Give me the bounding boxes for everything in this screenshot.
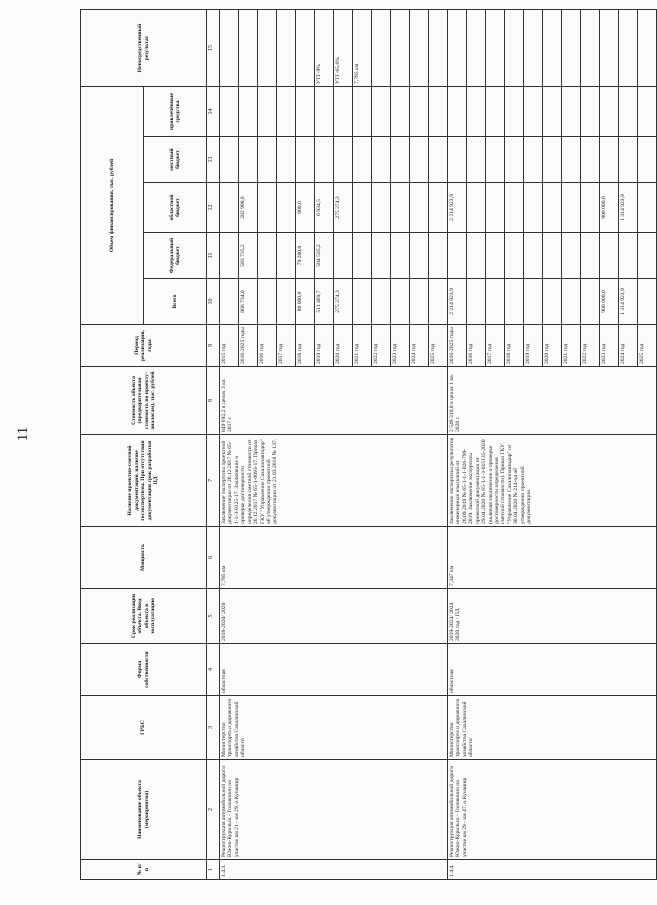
period-cell: 2020 год bbox=[543, 325, 562, 367]
local-cell bbox=[524, 137, 543, 183]
total-cell bbox=[258, 279, 277, 325]
federal-cell bbox=[562, 233, 581, 279]
period-cell: 2021 год bbox=[353, 325, 372, 367]
federal-cell bbox=[277, 233, 296, 279]
header-attracted: привлечённые средства bbox=[144, 87, 207, 137]
header-total: Всего bbox=[144, 279, 207, 325]
investment-table bbox=[80, 9, 657, 880]
period-cell: 2019 год bbox=[315, 325, 334, 367]
result-cell: 7,785 км bbox=[353, 10, 372, 87]
result-cell bbox=[505, 10, 524, 87]
table-row bbox=[448, 10, 467, 880]
regional-cell bbox=[486, 183, 505, 233]
result-cell bbox=[581, 10, 600, 87]
regional-cell bbox=[277, 183, 296, 233]
attracted-cell bbox=[562, 87, 581, 137]
period-cell: 2016-2025 годы bbox=[239, 325, 258, 367]
result-cell bbox=[239, 10, 258, 87]
period-cell: 2024 год bbox=[410, 325, 429, 367]
period-cell: 2017 год bbox=[486, 325, 505, 367]
header-capacity: Мощность bbox=[81, 527, 207, 589]
local-cell bbox=[543, 137, 562, 183]
total-cell: 900 000,0 bbox=[600, 279, 619, 325]
federal-cell bbox=[505, 233, 524, 279]
federal-cell bbox=[220, 233, 239, 279]
local-cell bbox=[258, 137, 277, 183]
header-documentation: Наличие проектно-сметной документации, наличие госэкспертизы. При отсутствии документации срок разработки ПД bbox=[81, 435, 207, 527]
regional-cell bbox=[429, 183, 448, 233]
regional-cell bbox=[505, 183, 524, 233]
total-cell bbox=[486, 279, 505, 325]
result-cell bbox=[619, 10, 638, 87]
local-cell bbox=[429, 137, 448, 183]
column-number: 7 bbox=[207, 435, 220, 527]
total-cell: 80 000,0 bbox=[296, 279, 315, 325]
attracted-cell bbox=[524, 87, 543, 137]
period-cell: 2017 год bbox=[277, 325, 296, 367]
object-documentation: Заключение экспертизы проектной документации от 26.12.2017 № 65-1-1-3-0125-17. Заключение о проверке достоверности определения сметной стоимости от 26.12.2017 № 65-1-0093-17. Приказ ГКУ "Управление Сахалинавтодор" об утверждении проектной документации от 21.03.2018 № 137. bbox=[220, 435, 448, 527]
total-cell bbox=[562, 279, 581, 325]
period-cell: 2020 год bbox=[334, 325, 353, 367]
local-cell bbox=[410, 137, 429, 183]
federal-cell bbox=[543, 233, 562, 279]
header-result: Непосредственный результат bbox=[81, 10, 207, 87]
regional-cell: 6 934,5 bbox=[315, 183, 334, 233]
object-term: 2018-2020/ 2020 bbox=[220, 589, 448, 644]
column-number: 11 bbox=[207, 233, 220, 279]
federal-cell bbox=[372, 233, 391, 279]
result-cell bbox=[429, 10, 448, 87]
local-cell bbox=[638, 137, 657, 183]
result-cell bbox=[372, 10, 391, 87]
attracted-cell bbox=[220, 87, 239, 137]
regional-cell bbox=[410, 183, 429, 233]
attracted-cell bbox=[410, 87, 429, 137]
regional-cell bbox=[524, 183, 543, 233]
column-number: 9 bbox=[207, 325, 220, 367]
object-name: Реконструкция автомобильной дороги Южно-Курильск - Головнино на участке км 21 - км 29, о.Кунашир bbox=[220, 760, 448, 860]
federal-cell bbox=[524, 233, 543, 279]
total-cell: 1 314 923,9 bbox=[619, 279, 638, 325]
column-number: 4 bbox=[207, 644, 220, 696]
result-cell bbox=[296, 10, 315, 87]
column-number: 12 bbox=[207, 183, 220, 233]
attracted-cell bbox=[448, 87, 467, 137]
period-cell: 2022 год bbox=[581, 325, 600, 367]
attracted-cell bbox=[258, 87, 277, 137]
result-cell: УТГ-9% bbox=[315, 10, 334, 87]
local-cell bbox=[296, 137, 315, 183]
period-cell: 2019 год bbox=[524, 325, 543, 367]
header-local: местный бюджет bbox=[144, 137, 207, 183]
header-period: Период реализации, годы bbox=[81, 325, 207, 367]
object-cost: 849 692,2 в ценах 3 кв. 2017 г. bbox=[220, 367, 448, 435]
total-cell bbox=[410, 279, 429, 325]
attracted-cell bbox=[391, 87, 410, 137]
regional-cell bbox=[543, 183, 562, 233]
column-number-row bbox=[207, 10, 220, 880]
object-documentation: Заключение экспертизы результатов инженерных изысканий от 26.09.2019 № 65-1-1-1-026-799-2019. Заключение экспертизы проектной документации от 29.04.2020 № 65-1-1-3-015135-2020 (включая заключение о проверке достоверности определения сметной стоимости). Приказ ГКУ "Управление Сахалинавтодор" от 30.04.2020 № 214-од об утверждении проектной документации. bbox=[448, 435, 657, 527]
local-cell bbox=[486, 137, 505, 183]
result-cell bbox=[258, 10, 277, 87]
period-cell: 2023 год bbox=[600, 325, 619, 367]
column-number: 1 bbox=[207, 860, 220, 880]
header-term: Срок реализации объекта. Ввод объекта в эксплуатацию bbox=[81, 589, 207, 644]
attracted-cell bbox=[334, 87, 353, 137]
total-cell: 2 214 923,9 bbox=[448, 279, 467, 325]
regional-cell bbox=[581, 183, 600, 233]
total-cell bbox=[277, 279, 296, 325]
object-number: 1.4.4. bbox=[448, 860, 657, 880]
federal-cell bbox=[391, 233, 410, 279]
object-capacity: 7,785 км bbox=[220, 527, 448, 589]
page-number: 11 bbox=[15, 426, 31, 442]
object-name: Реконструкция автомобильной дороги Южно-Курильск - Головнино на участке км 29 - км 47, о.Кунашир bbox=[448, 760, 657, 860]
regional-cell bbox=[258, 183, 277, 233]
attracted-cell bbox=[239, 87, 258, 137]
federal-cell: 79 200,0 bbox=[296, 233, 315, 279]
result-cell bbox=[562, 10, 581, 87]
local-cell bbox=[448, 137, 467, 183]
local-cell bbox=[467, 137, 486, 183]
local-cell bbox=[619, 137, 638, 183]
period-cell: 2022 год bbox=[372, 325, 391, 367]
table-row bbox=[220, 10, 239, 880]
total-cell bbox=[429, 279, 448, 325]
local-cell bbox=[239, 137, 258, 183]
result-cell bbox=[486, 10, 505, 87]
local-cell bbox=[277, 137, 296, 183]
header-regional: областной бюджет bbox=[144, 183, 207, 233]
total-cell bbox=[220, 279, 239, 325]
object-ownership: областная bbox=[220, 644, 448, 696]
period-cell: 2025 год bbox=[638, 325, 657, 367]
column-number: 15 bbox=[207, 10, 220, 87]
local-cell bbox=[372, 137, 391, 183]
regional-cell bbox=[638, 183, 657, 233]
attracted-cell bbox=[296, 87, 315, 137]
header-funding-group: Объем финансирования, тыс. рублей bbox=[81, 87, 144, 325]
regional-cell bbox=[353, 183, 372, 233]
regional-cell bbox=[372, 183, 391, 233]
object-capacity: 7,347 км bbox=[448, 527, 657, 589]
regional-cell: 275 274,3 bbox=[334, 183, 353, 233]
regional-cell bbox=[391, 183, 410, 233]
federal-cell bbox=[638, 233, 657, 279]
object-term: 2019-2024/ 2024 2020 год - ПД bbox=[448, 589, 657, 644]
local-cell bbox=[581, 137, 600, 183]
attracted-cell bbox=[372, 87, 391, 137]
header-object-name: Наименование объекта (мероприятия) bbox=[81, 760, 207, 860]
federal-cell bbox=[600, 233, 619, 279]
federal-cell bbox=[334, 233, 353, 279]
regional-cell bbox=[467, 183, 486, 233]
object-number: 1.4.3. bbox=[220, 860, 448, 880]
attracted-cell bbox=[315, 87, 334, 137]
federal-cell bbox=[353, 233, 372, 279]
federal-cell bbox=[581, 233, 600, 279]
header-cost: Стоимость объекта (предварительная стоимость по проекту-аналогам), тыс. рублей bbox=[81, 367, 207, 435]
federal-cell bbox=[429, 233, 448, 279]
column-number: 14 bbox=[207, 87, 220, 137]
regional-cell: 1 314 923,9 bbox=[619, 183, 638, 233]
column-number: 13 bbox=[207, 137, 220, 183]
total-cell: 511 469,7 bbox=[315, 279, 334, 325]
header-federal: Федеральный бюджет bbox=[144, 233, 207, 279]
column-number: 6 bbox=[207, 527, 220, 589]
result-cell bbox=[543, 10, 562, 87]
period-cell: 2024 год bbox=[619, 325, 638, 367]
total-cell bbox=[372, 279, 391, 325]
column-number: 8 bbox=[207, 367, 220, 435]
period-cell: 2021 год bbox=[562, 325, 581, 367]
local-cell bbox=[391, 137, 410, 183]
regional-cell: 2 214 923,9 bbox=[448, 183, 467, 233]
federal-cell: 583 735,2 bbox=[239, 233, 258, 279]
result-cell bbox=[600, 10, 619, 87]
regional-cell: 282 998,8 bbox=[239, 183, 258, 233]
object-grbs: Министерство транспорта и дорожного хозяйства Сахалинской области bbox=[448, 696, 657, 760]
total-cell: 866 734,0 bbox=[239, 279, 258, 325]
total-cell bbox=[524, 279, 543, 325]
attracted-cell bbox=[543, 87, 562, 137]
column-number: 2 bbox=[207, 760, 220, 860]
period-cell: 2025 год bbox=[429, 325, 448, 367]
federal-cell bbox=[619, 233, 638, 279]
local-cell bbox=[353, 137, 372, 183]
result-cell bbox=[220, 10, 239, 87]
result-cell bbox=[467, 10, 486, 87]
header-grbs: ГРБС bbox=[81, 696, 207, 760]
total-cell bbox=[638, 279, 657, 325]
column-number: 10 bbox=[207, 279, 220, 325]
period-cell: 2015 год bbox=[220, 325, 239, 367]
local-cell bbox=[315, 137, 334, 183]
total-cell bbox=[467, 279, 486, 325]
column-number: 3 bbox=[207, 696, 220, 760]
regional-cell bbox=[220, 183, 239, 233]
object-grbs: Министерство транспорта и дорожного хозяйства Сахалинской области bbox=[220, 696, 448, 760]
federal-cell: 504 535,2 bbox=[315, 233, 334, 279]
attracted-cell bbox=[638, 87, 657, 137]
result-cell bbox=[524, 10, 543, 87]
federal-cell bbox=[410, 233, 429, 279]
period-cell: 2018 год bbox=[505, 325, 524, 367]
local-cell bbox=[562, 137, 581, 183]
result-cell bbox=[448, 10, 467, 87]
attracted-cell bbox=[429, 87, 448, 137]
federal-cell bbox=[448, 233, 467, 279]
attracted-cell bbox=[486, 87, 505, 137]
result-cell bbox=[277, 10, 296, 87]
total-cell bbox=[391, 279, 410, 325]
total-cell bbox=[353, 279, 372, 325]
header-number: № п/п bbox=[81, 860, 207, 880]
period-cell: 2016 год bbox=[258, 325, 277, 367]
period-cell: 2018 год bbox=[296, 325, 315, 367]
rotated-table-container bbox=[80, 10, 645, 880]
total-cell bbox=[543, 279, 562, 325]
result-cell: УТГ-65,6% bbox=[334, 10, 353, 87]
attracted-cell bbox=[600, 87, 619, 137]
local-cell bbox=[600, 137, 619, 183]
federal-cell bbox=[258, 233, 277, 279]
object-ownership: областная bbox=[448, 644, 657, 696]
result-cell bbox=[410, 10, 429, 87]
header-ownership: Форма собственности bbox=[81, 644, 207, 696]
federal-cell bbox=[486, 233, 505, 279]
result-cell bbox=[638, 10, 657, 87]
total-cell: 275 274,3 bbox=[334, 279, 353, 325]
period-cell: 2016 год bbox=[467, 325, 486, 367]
regional-cell bbox=[562, 183, 581, 233]
attracted-cell bbox=[467, 87, 486, 137]
column-number: 5 bbox=[207, 589, 220, 644]
attracted-cell bbox=[353, 87, 372, 137]
period-cell: 2023 год bbox=[391, 325, 410, 367]
attracted-cell bbox=[505, 87, 524, 137]
regional-cell: 800,0 bbox=[296, 183, 315, 233]
table-body bbox=[220, 10, 657, 880]
total-cell bbox=[581, 279, 600, 325]
attracted-cell bbox=[277, 87, 296, 137]
local-cell bbox=[220, 137, 239, 183]
result-cell bbox=[391, 10, 410, 87]
regional-cell: 900 000,0 bbox=[600, 183, 619, 233]
local-cell bbox=[505, 137, 524, 183]
total-cell bbox=[505, 279, 524, 325]
period-cell: 2016-2025 годы bbox=[448, 325, 467, 367]
federal-cell bbox=[467, 233, 486, 279]
attracted-cell bbox=[619, 87, 638, 137]
object-cost: 2 549 310,0 в ценах 1 кв. 2020 г. bbox=[448, 367, 657, 435]
local-cell bbox=[334, 137, 353, 183]
attracted-cell bbox=[581, 87, 600, 137]
